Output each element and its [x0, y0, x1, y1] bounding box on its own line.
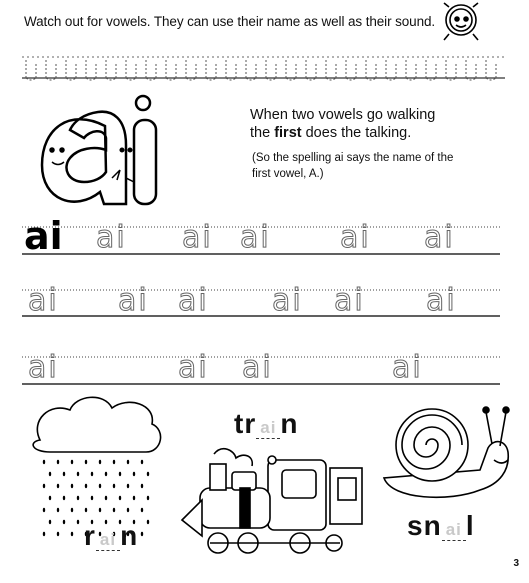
train-word: [234, 408, 299, 440]
model-digraph: ai: [24, 214, 63, 258]
trace-loop: [206, 58, 216, 80]
raindrop: [57, 508, 59, 512]
trace-loop: [406, 58, 416, 80]
rule-line-1: When two vowels go walking: [250, 107, 436, 123]
snail-word: [407, 510, 475, 542]
trace-digraph: ai: [28, 350, 59, 385]
raindrop: [127, 508, 129, 512]
raindrop: [63, 520, 65, 524]
raindrop: [85, 484, 87, 488]
raindrop: [113, 508, 115, 512]
alarm-clock-icon: [444, 3, 478, 40]
trace-loop: [46, 58, 56, 80]
trace-digraph: ai: [96, 220, 127, 255]
raindrop: [71, 484, 73, 488]
rain-cloud-picture: [33, 397, 160, 452]
trace-loop: [246, 58, 256, 80]
rule-line-2: [250, 124, 480, 142]
trace-loop: [486, 58, 496, 80]
train-word-blank: ai: [256, 418, 280, 439]
trace-loop: [66, 58, 76, 80]
raindrop: [57, 484, 59, 488]
trace-digraph: ai: [334, 283, 365, 318]
raindrop: [71, 460, 73, 464]
trace-loop: [326, 58, 336, 80]
trace-digraph: ai: [178, 350, 209, 385]
raindrop: [99, 484, 101, 488]
raindrop: [105, 472, 107, 476]
trace-digraph: ai: [424, 220, 455, 255]
trace-loop: [266, 58, 276, 80]
raindrop: [127, 484, 129, 488]
raindrop: [43, 508, 45, 512]
raindrop: [77, 472, 79, 476]
raindrop: [43, 484, 45, 488]
trace-loop: [26, 58, 36, 80]
trace-loop: [286, 58, 296, 80]
trace-loop: [466, 58, 476, 80]
raindrop: [43, 532, 45, 536]
raindrop: [99, 460, 101, 464]
raindrop: [141, 460, 143, 464]
trace-digraph: ai: [426, 283, 457, 318]
trace-loop: [366, 58, 376, 80]
rain-word-start: r: [84, 520, 96, 551]
snail-word-end: l: [465, 510, 475, 541]
trace-loop: [426, 58, 436, 80]
trace-digraph: ai: [118, 283, 149, 318]
raindrop: [63, 472, 65, 476]
trace-digraph: ai: [28, 283, 59, 318]
page-number: 3: [513, 558, 519, 569]
raindrop: [105, 496, 107, 500]
raindrop: [141, 484, 143, 488]
instruction-text: Watch out for vowels. They can use their name as well as their sound.: [24, 14, 436, 29]
raindrop: [147, 496, 149, 500]
rain-word-blank: ai: [96, 530, 120, 551]
snail-word-start: sn: [407, 510, 442, 541]
trace-loop: [306, 58, 316, 80]
trace-loop: [166, 58, 176, 80]
rule-note: (So the spelling ai says the name of the first vowel, A.): [252, 152, 454, 180]
trace-loop: [146, 58, 156, 80]
raindrop: [113, 484, 115, 488]
trace-loop: [106, 58, 116, 80]
train-word-start: tr: [234, 408, 257, 439]
raindrop: [141, 508, 143, 512]
raindrop: [49, 472, 51, 476]
trace-digraph: ai: [392, 350, 423, 385]
raindrop: [77, 520, 79, 524]
trace-digraph: ai: [178, 283, 209, 318]
raindrop: [91, 472, 93, 476]
trace-loop: [126, 58, 136, 80]
raindrop: [63, 496, 65, 500]
raindrop: [85, 508, 87, 512]
raindrop: [113, 460, 115, 464]
rule-line-2-end: does the talking.: [301, 125, 412, 141]
raindrop: [99, 508, 101, 512]
raindrop: [141, 532, 143, 536]
rule-line-2-start: the: [250, 125, 275, 141]
raindrop: [49, 496, 51, 500]
raindrop: [49, 520, 51, 524]
rule-line-2-bold: first: [274, 125, 302, 141]
raindrop: [127, 460, 129, 464]
trace-loop: [186, 58, 196, 80]
raindrop: [43, 460, 45, 464]
top-trace-loops: [26, 58, 496, 80]
raindrop: [57, 532, 59, 536]
train-word-end: n: [280, 408, 299, 439]
trace-digraph: ai: [182, 220, 213, 255]
raindrop: [147, 472, 149, 476]
top-practice-line: [22, 57, 505, 78]
trace-loop: [346, 58, 356, 80]
raindrop: [133, 472, 135, 476]
trace-digraph: ai: [242, 350, 273, 385]
raindrop: [57, 460, 59, 464]
raindrop: [91, 496, 93, 500]
trace-loop: [386, 58, 396, 80]
raindrop: [119, 472, 121, 476]
trace-loop: [86, 58, 96, 80]
raindrop: [147, 520, 149, 524]
raindrop: [77, 496, 79, 500]
trace-digraph: ai: [272, 283, 303, 318]
rain-word-end: n: [120, 520, 139, 551]
trace-loop: [226, 58, 236, 80]
raindrop: [119, 496, 121, 500]
rain-word: [84, 520, 138, 552]
raindrop: [85, 460, 87, 464]
trace-digraph: ai: [340, 220, 371, 255]
raindrop: [71, 508, 73, 512]
raindrop: [133, 496, 135, 500]
trace-digraph: ai: [240, 220, 271, 255]
trace-loop: [446, 58, 456, 80]
train-picture: [182, 449, 362, 553]
raindrop: [71, 532, 73, 536]
big-ai-character-letters: [42, 96, 156, 204]
snail-picture: [384, 407, 509, 497]
snail-word-blank: ai: [442, 520, 466, 541]
